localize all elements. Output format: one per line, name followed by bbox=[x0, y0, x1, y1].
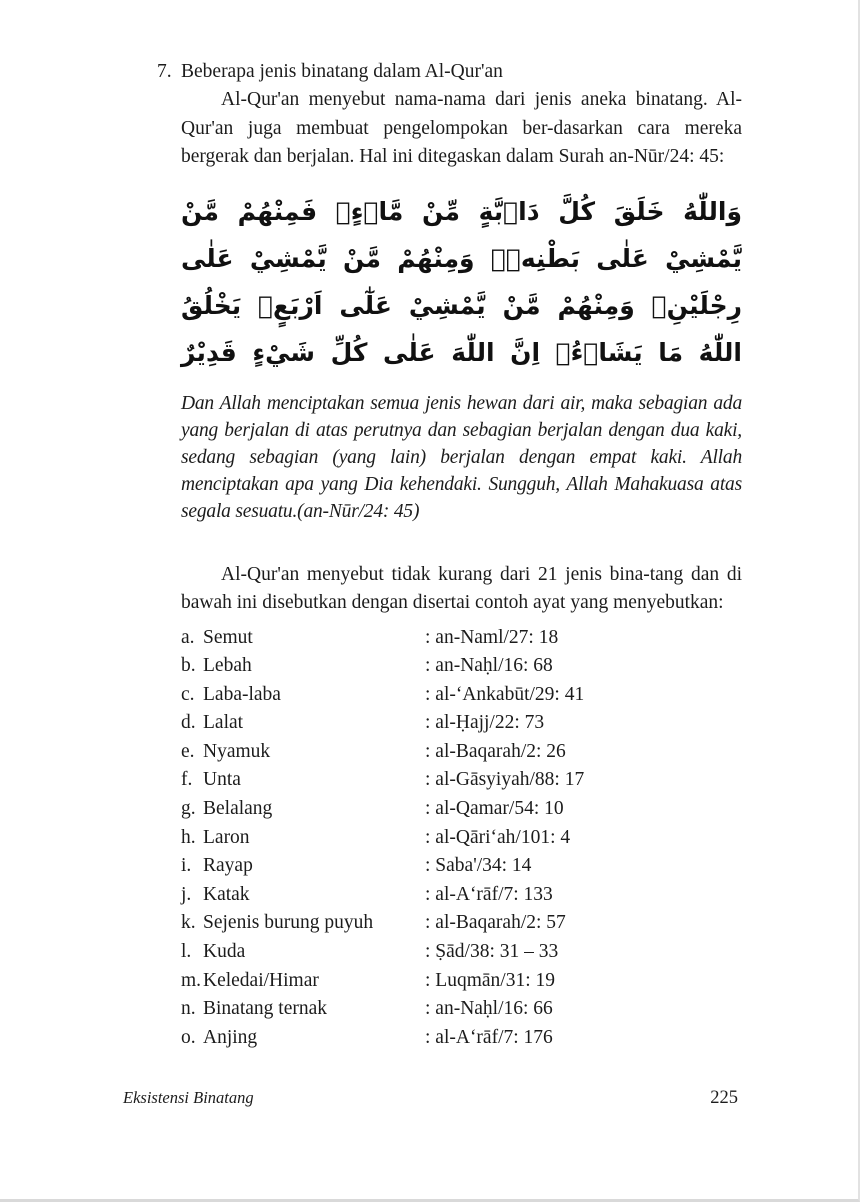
quran-reference: : al-A‘rāf/7: 176 bbox=[425, 1026, 553, 1048]
item-letter: j. bbox=[181, 883, 192, 905]
item-letter: f. bbox=[181, 769, 193, 791]
animal-name: Belalang bbox=[203, 798, 273, 820]
verse-translation: Dan Allah menciptakan semua jenis hewan dari air, maka sebagian ada yang berjalan di atas perutnya dan sebagian berjalan dengan dua kaki, sedang sebagian (yang lain) berjalan dengan empat kaki. Allah menciptakan apa yang Dia kehendaki. Sungguh, Allah Mahakuasa atas segala sesuatu.(an-Nūr/24: 45) bbox=[181, 392, 742, 522]
animal-name: Lalat bbox=[203, 712, 244, 734]
section-number: 7. bbox=[157, 61, 172, 82]
quran-reference: : al-A‘rāf/7: 133 bbox=[425, 883, 553, 905]
animal-list-item bbox=[181, 624, 742, 653]
quran-reference: : an-Naḥl/16: 68 bbox=[425, 655, 553, 677]
animal-name: Kuda bbox=[203, 941, 246, 963]
quran-reference: : al-Baqarah/2: 57 bbox=[425, 912, 566, 934]
animal-name: Nyamuk bbox=[203, 740, 271, 762]
animal-list-item bbox=[181, 995, 742, 1024]
animal-list-item bbox=[181, 681, 742, 710]
section-title: Beberapa jenis binatang dalam Al-Qur'an bbox=[181, 61, 503, 82]
animal-name: Rayap bbox=[203, 855, 253, 877]
arabic-verse-line-1: وَاللّٰهُ خَلَقَ كُلَّ دَاۤبَّةٍ مِّنْ مَّاۤءٍۚ فَمِنْهُمْ مَّنْ يَّمْشِيْ عَلٰى بَطْنِهٖۚ وَمِنْهُمْ مَّنْ يَّمْشِيْ عَلٰى bbox=[181, 196, 742, 273]
item-letter: l. bbox=[181, 941, 192, 963]
quran-reference: : an-Naml/27: 18 bbox=[425, 626, 559, 648]
animal-name: Binatang ternak bbox=[203, 998, 327, 1020]
animal-name: Sejenis burung puyuh bbox=[203, 912, 374, 934]
page-number: 225 bbox=[710, 1088, 738, 1108]
item-letter: g. bbox=[181, 798, 196, 820]
item-letter: a. bbox=[181, 626, 195, 648]
quran-reference: : al-Qamar/54: 10 bbox=[425, 798, 564, 820]
quran-reference: : al-‘Ankabūt/29: 41 bbox=[425, 683, 585, 705]
animal-name: Unta bbox=[203, 769, 241, 791]
animal-list-item bbox=[181, 967, 742, 996]
animal-list-item bbox=[181, 852, 742, 881]
quran-reference: : al-Baqarah/2: 26 bbox=[425, 740, 566, 762]
animal-list bbox=[181, 624, 742, 1053]
arabic-verse-line-2: رِجْلَيْنِۚ وَمِنْهُمْ مَّنْ يَّمْشِيْ عَلٰٓى اَرْبَعٍۗ يَخْلُقُ اللّٰهُ مَا يَشَاۤءُۗ اِنَّ اللّٰهَ عَلٰى كُلِّ شَيْءٍ قَدِيْرٌ bbox=[181, 290, 742, 367]
animal-list-item bbox=[181, 709, 742, 738]
item-letter: n. bbox=[181, 998, 196, 1020]
animal-list-item bbox=[181, 1024, 742, 1053]
animal-name: Lebah bbox=[203, 655, 252, 677]
arabic-verse bbox=[181, 188, 742, 376]
animal-list-item bbox=[181, 766, 742, 795]
animal-list-item bbox=[181, 909, 742, 938]
animal-name: Keledai/Himar bbox=[203, 969, 319, 991]
section-heading bbox=[157, 58, 742, 86]
quran-reference: : Saba'/34: 14 bbox=[425, 855, 532, 877]
running-title: Eksistensi Binatang bbox=[123, 1088, 254, 1107]
item-letter: h. bbox=[181, 826, 196, 848]
quran-reference: : al-Qāri‘ah/101: 4 bbox=[425, 826, 571, 848]
quran-reference: : Ṣād/38: 31 – 33 bbox=[425, 941, 559, 963]
animal-name: Laron bbox=[203, 826, 250, 848]
animal-name: Anjing bbox=[203, 1026, 258, 1048]
animal-list-item bbox=[181, 652, 742, 681]
animal-name: Semut bbox=[203, 626, 253, 648]
item-letter: d. bbox=[181, 712, 196, 734]
page-footer bbox=[123, 1088, 738, 1109]
animal-list-item bbox=[181, 938, 742, 967]
item-letter: m. bbox=[181, 969, 202, 991]
item-letter: c. bbox=[181, 683, 195, 705]
animal-name: Katak bbox=[203, 883, 250, 905]
intro-paragraph: Al-Qur'an menyebut nama-nama dari jenis aneka binatang. Al-Qur'an juga membuat pengelompokan ber-dasarkan cara mereka bergerak dan berjalan. Hal ini ditegaskan dalam Surah an-Nūr/24: 45: bbox=[181, 89, 742, 167]
item-letter: b. bbox=[181, 655, 196, 677]
quran-reference: : al-Ḥajj/22: 73 bbox=[425, 712, 545, 734]
animal-list-item bbox=[181, 881, 742, 910]
animal-list-item bbox=[181, 738, 742, 767]
item-letter: i. bbox=[181, 855, 192, 877]
list-intro-paragraph: Al-Qur'an menyebut tidak kurang dari 21 jenis bina-tang dan di bawah ini disebutkan dengan disertai contoh ayat yang menyebutkan: bbox=[181, 563, 742, 613]
animal-name: Laba-laba bbox=[203, 683, 281, 705]
item-letter: o. bbox=[181, 1026, 196, 1048]
animal-list-item bbox=[181, 795, 742, 824]
item-letter: k. bbox=[181, 912, 196, 934]
quran-reference: : al-Gāsyiyah/88: 17 bbox=[425, 769, 585, 791]
page-content bbox=[157, 58, 742, 1052]
quran-reference: : Luqmān/31: 19 bbox=[425, 969, 555, 991]
animal-list-item bbox=[181, 824, 742, 853]
quran-reference: : an-Naḥl/16: 66 bbox=[425, 998, 553, 1020]
item-letter: e. bbox=[181, 740, 195, 762]
